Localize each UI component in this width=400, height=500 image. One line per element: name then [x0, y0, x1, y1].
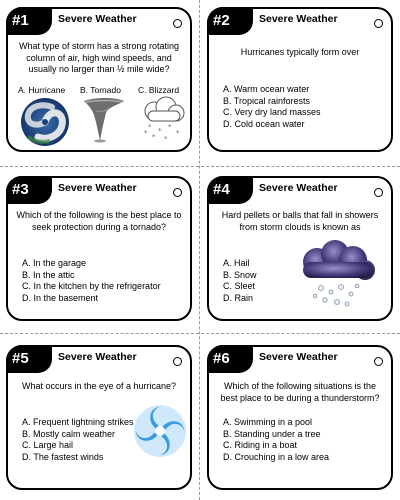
blizzard-cloud-icon	[138, 95, 186, 143]
cut-line-horizontal-1	[0, 166, 400, 167]
option-c: C. Riding in a boat	[223, 440, 298, 450]
card-number: #1	[6, 7, 52, 35]
option-a: A. Hail	[223, 258, 250, 268]
svg-text:*: *	[152, 133, 156, 141]
card-number: #3	[6, 176, 52, 204]
question-text: What type of storm has a strong rotating column of air, high wind speeds, and usually no larger than ½ mile wide?	[18, 41, 180, 74]
option-b: B. Tropical rainforests	[223, 95, 311, 106]
answer-options	[223, 417, 329, 463]
option-b: B. In the attic	[22, 269, 75, 280]
option-d: D. Crouching in a low area	[223, 451, 330, 462]
answer-options	[22, 258, 161, 304]
card-number: #5	[6, 345, 52, 373]
punch-hole-icon	[374, 19, 383, 28]
option-b: B. Snow	[223, 269, 257, 280]
card-title: Severe Weather	[58, 351, 137, 363]
option-a: A. In the garage	[22, 258, 87, 268]
cut-line-vertical	[199, 0, 200, 500]
card-title: Severe Weather	[58, 13, 137, 25]
option-b: B. Tornado	[80, 85, 121, 95]
option-c: C. Large hail	[22, 440, 74, 450]
punch-hole-icon	[173, 357, 182, 366]
svg-text:*: *	[164, 135, 168, 143]
card-title: Severe Weather	[259, 13, 338, 25]
card-title: Severe Weather	[58, 182, 137, 194]
task-card-5	[6, 345, 192, 490]
punch-hole-icon	[173, 19, 182, 28]
question-text: Hurricanes typically form over	[240, 47, 360, 57]
punch-hole-icon	[374, 357, 383, 366]
option-c: C. Blizzard	[138, 85, 180, 95]
question-text: Hard pellets or balls that fall in showers from storm clouds is known as	[221, 210, 379, 232]
task-card-1	[6, 7, 192, 152]
option-c: C. Sleet	[223, 281, 256, 291]
option-d: D. Cold ocean water	[223, 118, 305, 129]
card-title: Severe Weather	[259, 182, 338, 194]
task-card-3	[6, 176, 192, 321]
option-d: D. Rain	[223, 292, 254, 303]
task-card-2	[207, 7, 393, 152]
option-c: C. In the kitchen by the refrigerator	[22, 281, 161, 291]
option-b: B. Mostly calm weather	[22, 428, 116, 439]
task-card-4	[207, 176, 393, 321]
option-b: B. Standing under a tree	[223, 428, 321, 439]
option-a: A. Warm ocean water	[223, 84, 310, 94]
card-number: #4	[207, 176, 253, 204]
svg-text:*: *	[168, 123, 172, 131]
hurricane-swirl-icon	[132, 403, 188, 459]
option-a: A. Swimming in a pool	[223, 417, 313, 427]
hurricane-satellite-icon	[20, 97, 70, 147]
svg-text:*: *	[144, 129, 148, 137]
option-d: D. The fastest winds	[22, 451, 104, 462]
card-number: #6	[207, 345, 253, 373]
answer-options	[223, 84, 321, 130]
question-text: Which of the following is the best place to seek protection during a tornado?	[16, 210, 182, 232]
cut-line-horizontal-2	[0, 333, 400, 334]
option-a: A. Frequent lightning strikes	[22, 417, 134, 427]
task-card-6	[207, 345, 393, 490]
option-c: C. Very dry land masses	[223, 107, 321, 117]
card-title: Severe Weather	[259, 351, 338, 363]
svg-text:*: *	[176, 129, 180, 137]
svg-text:*: *	[148, 123, 152, 131]
option-d: D. In the basement	[22, 292, 99, 303]
punch-hole-icon	[374, 188, 383, 197]
question-text: Which of the following situations is the best place to be during a thunderstorm?	[220, 381, 380, 403]
question-text: What occurs in the eye of a hurricane?	[21, 381, 177, 391]
card-number: #2	[207, 7, 253, 35]
tornado-icon	[82, 97, 126, 143]
punch-hole-icon	[173, 188, 182, 197]
hail-storm-cloud-icon	[295, 240, 379, 310]
answer-options	[223, 258, 257, 304]
option-a: A. Hurricane	[18, 85, 66, 95]
svg-text:*: *	[158, 127, 162, 135]
answer-options	[22, 417, 134, 463]
